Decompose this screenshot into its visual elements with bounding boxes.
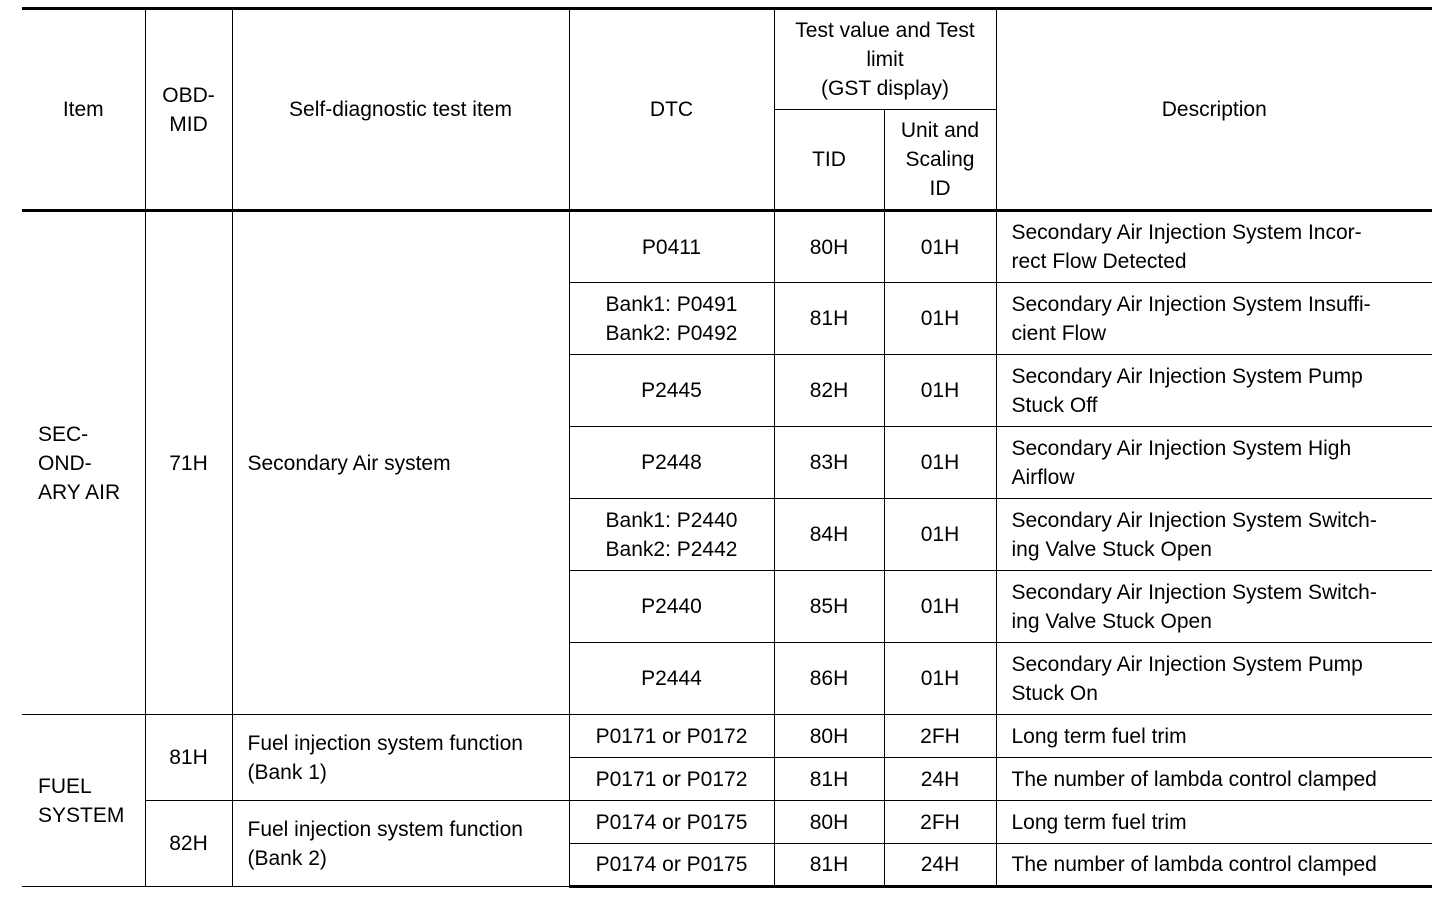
description-cell: The number of lambda control clamped bbox=[996, 758, 1432, 801]
obd-mid-cell: 82H bbox=[145, 801, 232, 887]
item-cell: SEC- OND- ARY AIR bbox=[22, 211, 145, 715]
tid-cell: 80H bbox=[774, 801, 884, 844]
dtc-cell: Bank1: P2440 Bank2: P2442 bbox=[569, 499, 774, 571]
tid-cell: 85H bbox=[774, 571, 884, 643]
obd-mid-cell: 71H bbox=[145, 211, 232, 715]
description-cell: The number of lambda control clamped bbox=[996, 844, 1432, 887]
description-cell: Secondary Air Injection System Switch- ing Valve Stuck Open bbox=[996, 499, 1432, 571]
obd-mid-cell: 81H bbox=[145, 715, 232, 801]
unit-id-cell: 01H bbox=[884, 211, 996, 283]
unit-id-cell: 01H bbox=[884, 499, 996, 571]
header-description: Description bbox=[996, 9, 1432, 211]
header-test-value-limit: Test value and Test limit (GST display) bbox=[774, 9, 996, 110]
test-item-cell: Fuel injection system function (Bank 2) bbox=[232, 801, 569, 887]
dtc-cell: P2448 bbox=[569, 427, 774, 499]
dtc-cell: P2440 bbox=[569, 571, 774, 643]
tid-cell: 81H bbox=[774, 758, 884, 801]
table-row bbox=[22, 801, 1432, 844]
description-cell: Secondary Air Injection System High Airflow bbox=[996, 427, 1432, 499]
description-cell: Secondary Air Injection System Insuffi- cient Flow bbox=[996, 283, 1432, 355]
description-cell: Secondary Air Injection System Pump Stuck Off bbox=[996, 355, 1432, 427]
header-obd-mid: OBD- MID bbox=[145, 9, 232, 211]
dtc-cell: P0171 or P0172 bbox=[569, 758, 774, 801]
unit-id-cell: 2FH bbox=[884, 801, 996, 844]
tid-cell: 80H bbox=[774, 715, 884, 758]
test-item-cell: Fuel injection system function (Bank 1) bbox=[232, 715, 569, 801]
description-cell: Long term fuel trim bbox=[996, 801, 1432, 844]
tid-cell: 81H bbox=[774, 844, 884, 887]
tid-cell: 86H bbox=[774, 643, 884, 715]
tid-cell: 82H bbox=[774, 355, 884, 427]
table-row bbox=[22, 211, 1432, 283]
tid-cell: 84H bbox=[774, 499, 884, 571]
header-dtc: DTC bbox=[569, 9, 774, 211]
dtc-cell: P0174 or P0175 bbox=[569, 801, 774, 844]
unit-id-cell: 01H bbox=[884, 283, 996, 355]
header-unit-scaling-id: Unit and Scaling ID bbox=[884, 110, 996, 211]
dtc-cell: P0174 or P0175 bbox=[569, 844, 774, 887]
item-cell: FUEL SYSTEM bbox=[22, 715, 145, 887]
unit-id-cell: 01H bbox=[884, 571, 996, 643]
unit-id-cell: 24H bbox=[884, 758, 996, 801]
dtc-cell: P2445 bbox=[569, 355, 774, 427]
header-item: Item bbox=[22, 9, 145, 211]
tid-cell: 83H bbox=[774, 427, 884, 499]
dtc-cell: Bank1: P0491 Bank2: P0492 bbox=[569, 283, 774, 355]
test-item-cell: Secondary Air system bbox=[232, 211, 569, 715]
dtc-cell: P0411 bbox=[569, 211, 774, 283]
description-cell: Secondary Air Injection System Pump Stuck On bbox=[996, 643, 1432, 715]
unit-id-cell: 01H bbox=[884, 643, 996, 715]
description-cell: Long term fuel trim bbox=[996, 715, 1432, 758]
tid-cell: 81H bbox=[774, 283, 884, 355]
header-self-diagnostic-test-item: Self-diagnostic test item bbox=[232, 9, 569, 211]
description-cell: Secondary Air Injection System Incor- rect Flow Detected bbox=[996, 211, 1432, 283]
description-cell: Secondary Air Injection System Switch- ing Valve Stuck Open bbox=[996, 571, 1432, 643]
unit-id-cell: 24H bbox=[884, 844, 996, 887]
table-row bbox=[22, 715, 1432, 758]
unit-id-cell: 2FH bbox=[884, 715, 996, 758]
unit-id-cell: 01H bbox=[884, 355, 996, 427]
obd-test-table bbox=[22, 7, 1432, 888]
unit-id-cell: 01H bbox=[884, 427, 996, 499]
dtc-cell: P0171 or P0172 bbox=[569, 715, 774, 758]
tid-cell: 80H bbox=[774, 211, 884, 283]
dtc-cell: P2444 bbox=[569, 643, 774, 715]
header-tid: TID bbox=[774, 110, 884, 211]
